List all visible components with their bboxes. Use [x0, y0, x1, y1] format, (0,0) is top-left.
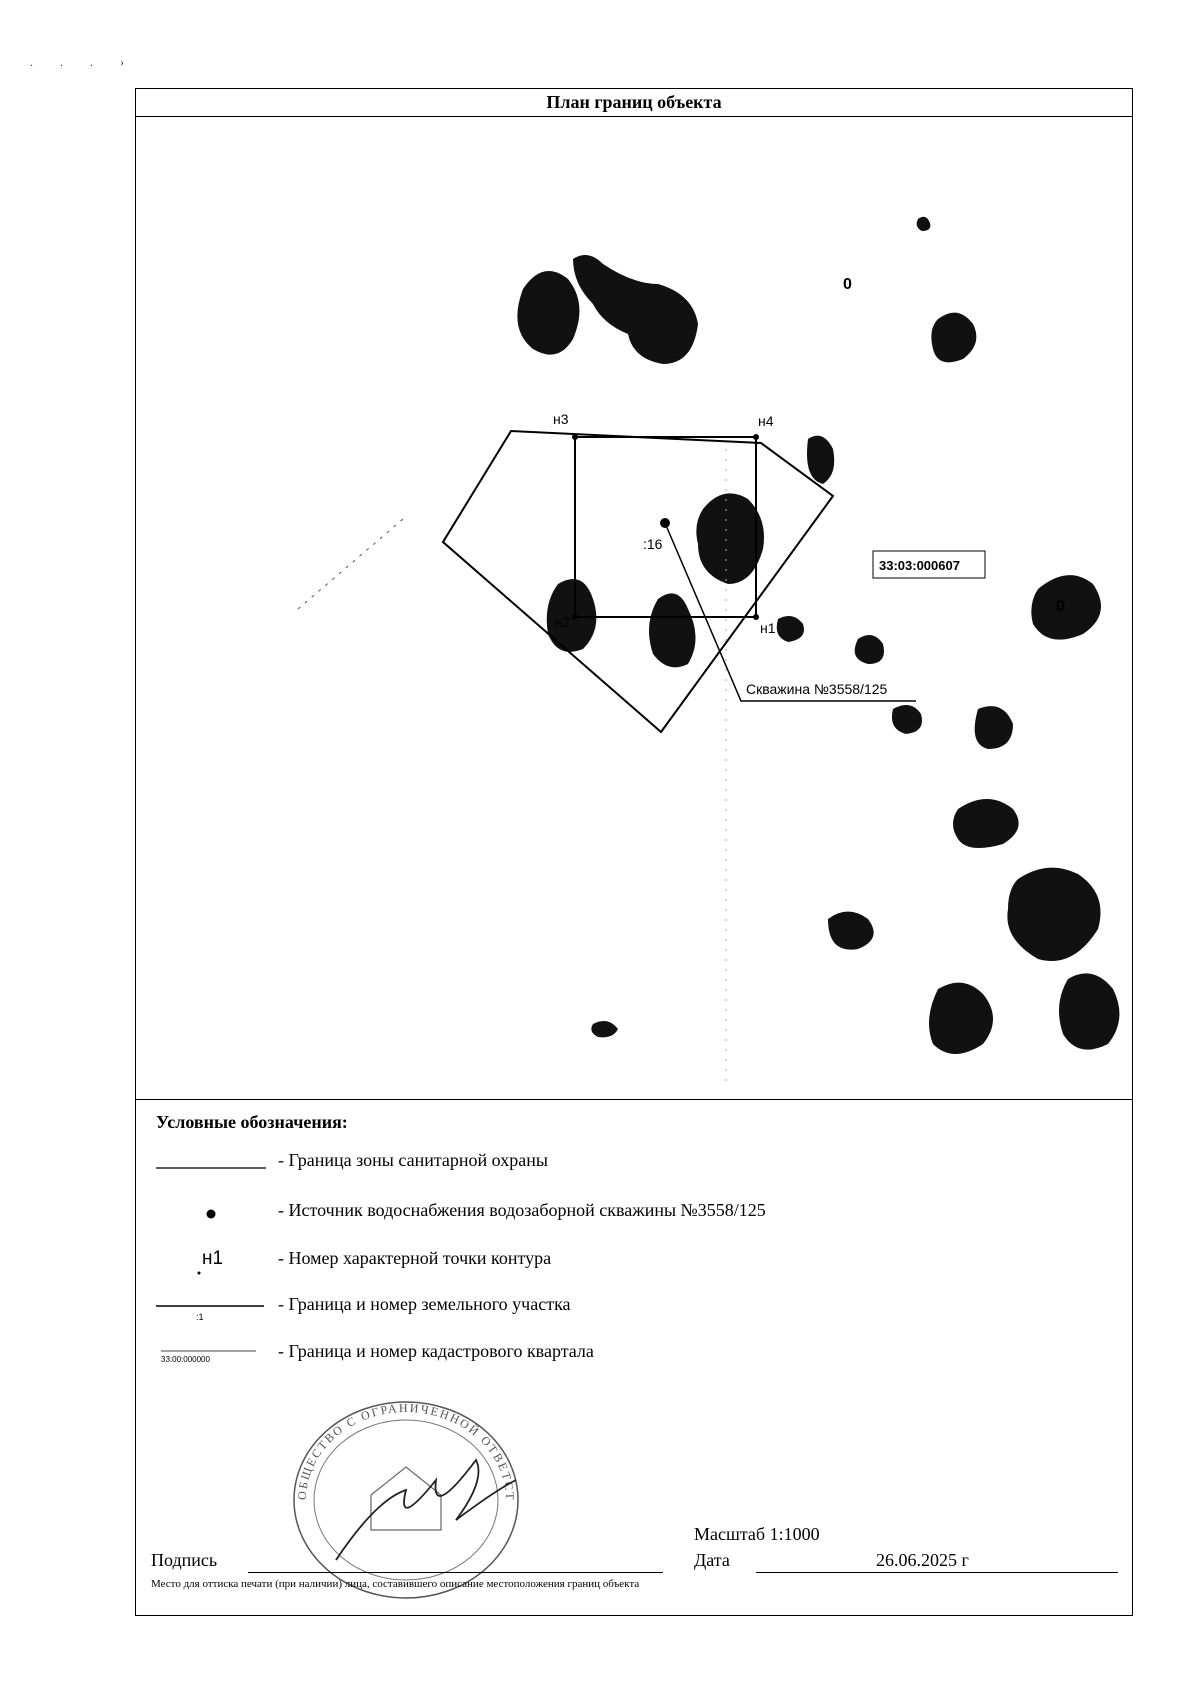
stamp-seal: [276, 1400, 536, 1630]
tree-patch: [573, 255, 698, 364]
legend-title: Условные обозначения:: [156, 1112, 348, 1132]
tree-patch: [591, 1021, 618, 1037]
signature-label: Подпись: [151, 1550, 218, 1570]
legend-row-point-number: [156, 1244, 1056, 1274]
parcel-label: :16: [643, 536, 663, 552]
legend-symbol-dot: [156, 1196, 271, 1226]
signature-line: [248, 1572, 663, 1573]
tree-patch: [696, 493, 764, 584]
legend-symbol-parcel: [156, 1290, 271, 1320]
legend-text: - Граница и номер кадастрового квартала: [278, 1341, 594, 1361]
vegetation: [517, 217, 1119, 1054]
svg-text:ОБЩЕСТВО С ОГРАНИЧЕННОЙ ОТВЕТС: ОБЩЕСТВО С ОГРАНИЧЕННОЙ ОТВЕТСТ: [294, 1400, 518, 1502]
plan-frame: [135, 88, 1133, 1616]
tree-patch: [953, 799, 1019, 848]
legend-text: - Источник водоснабжения водозаборной скважины №3558/125: [278, 1200, 766, 1220]
map-canvas: [138, 119, 1130, 1099]
tree-patch: [517, 271, 579, 355]
tree-patch: [1059, 973, 1119, 1049]
point-label-n1: н1: [760, 620, 776, 636]
tree-patch: [975, 706, 1013, 749]
svg-text:33:00:000000: 33:00:000000: [161, 1355, 210, 1364]
legend-row-well-source: [156, 1196, 1056, 1226]
tree-patch: [892, 705, 922, 734]
corner-marks: . . . ›: [30, 55, 136, 69]
tree-patch: [855, 635, 884, 664]
legend-symbol-quarter: [156, 1337, 271, 1367]
point-label-n2: н2: [554, 614, 570, 630]
point-n4: [753, 434, 759, 440]
legend-area: [136, 1099, 1132, 1618]
tree-patch: [931, 313, 976, 363]
point-label-n3: н3: [553, 411, 569, 427]
svg-text::1: :1: [196, 1312, 204, 1322]
date-value: 26.06.2025 г: [876, 1550, 969, 1570]
legend-symbol-point-number: [156, 1244, 271, 1274]
point-label-n4: н4: [758, 413, 774, 429]
svg-text:н1: н1: [202, 1248, 224, 1269]
tree-patch: [1031, 575, 1101, 640]
point-n2: [572, 614, 578, 620]
well-label: Скважина №3558/125: [746, 681, 888, 697]
legend-text: - Номер характерной точки контура: [278, 1248, 552, 1268]
map-area: [138, 119, 1130, 1099]
legend-text: - Граница и номер земельного участка: [278, 1294, 571, 1314]
block-marker: 0: [843, 276, 852, 293]
stamp-note: Место для оттиска печати (при наличии) лица, составившего описание местоположения границ объекта: [151, 1578, 640, 1590]
legend-row-cadastral-quarter: [156, 1337, 1056, 1367]
date-label: Дата: [694, 1550, 730, 1570]
plan-title: План границ объекта: [136, 89, 1132, 117]
tree-patch: [807, 436, 834, 484]
point-n3: [572, 434, 578, 440]
scale-label: Масштаб 1:1000: [694, 1524, 820, 1544]
block-marker: 0: [1056, 598, 1065, 615]
tree-patch: [777, 616, 804, 642]
tree-patch: [917, 217, 931, 231]
tree-patch: [828, 912, 874, 950]
legend-row-land-parcel: [156, 1290, 1056, 1320]
legend-row-sanitary-zone: [156, 1146, 1056, 1176]
tree-patch: [929, 983, 993, 1054]
faint-trace: [298, 519, 403, 609]
date-line: [756, 1572, 1118, 1573]
signature-scrawl: [336, 1460, 516, 1560]
tree-patch: [1007, 868, 1100, 961]
quarter-label: 33:03:000607: [879, 558, 960, 573]
legend-text: - Граница зоны санитарной охраны: [278, 1150, 548, 1170]
tree-patch: [649, 593, 696, 667]
legend-symbol-sanitary-line: [156, 1146, 271, 1176]
point-n1: [753, 614, 759, 620]
